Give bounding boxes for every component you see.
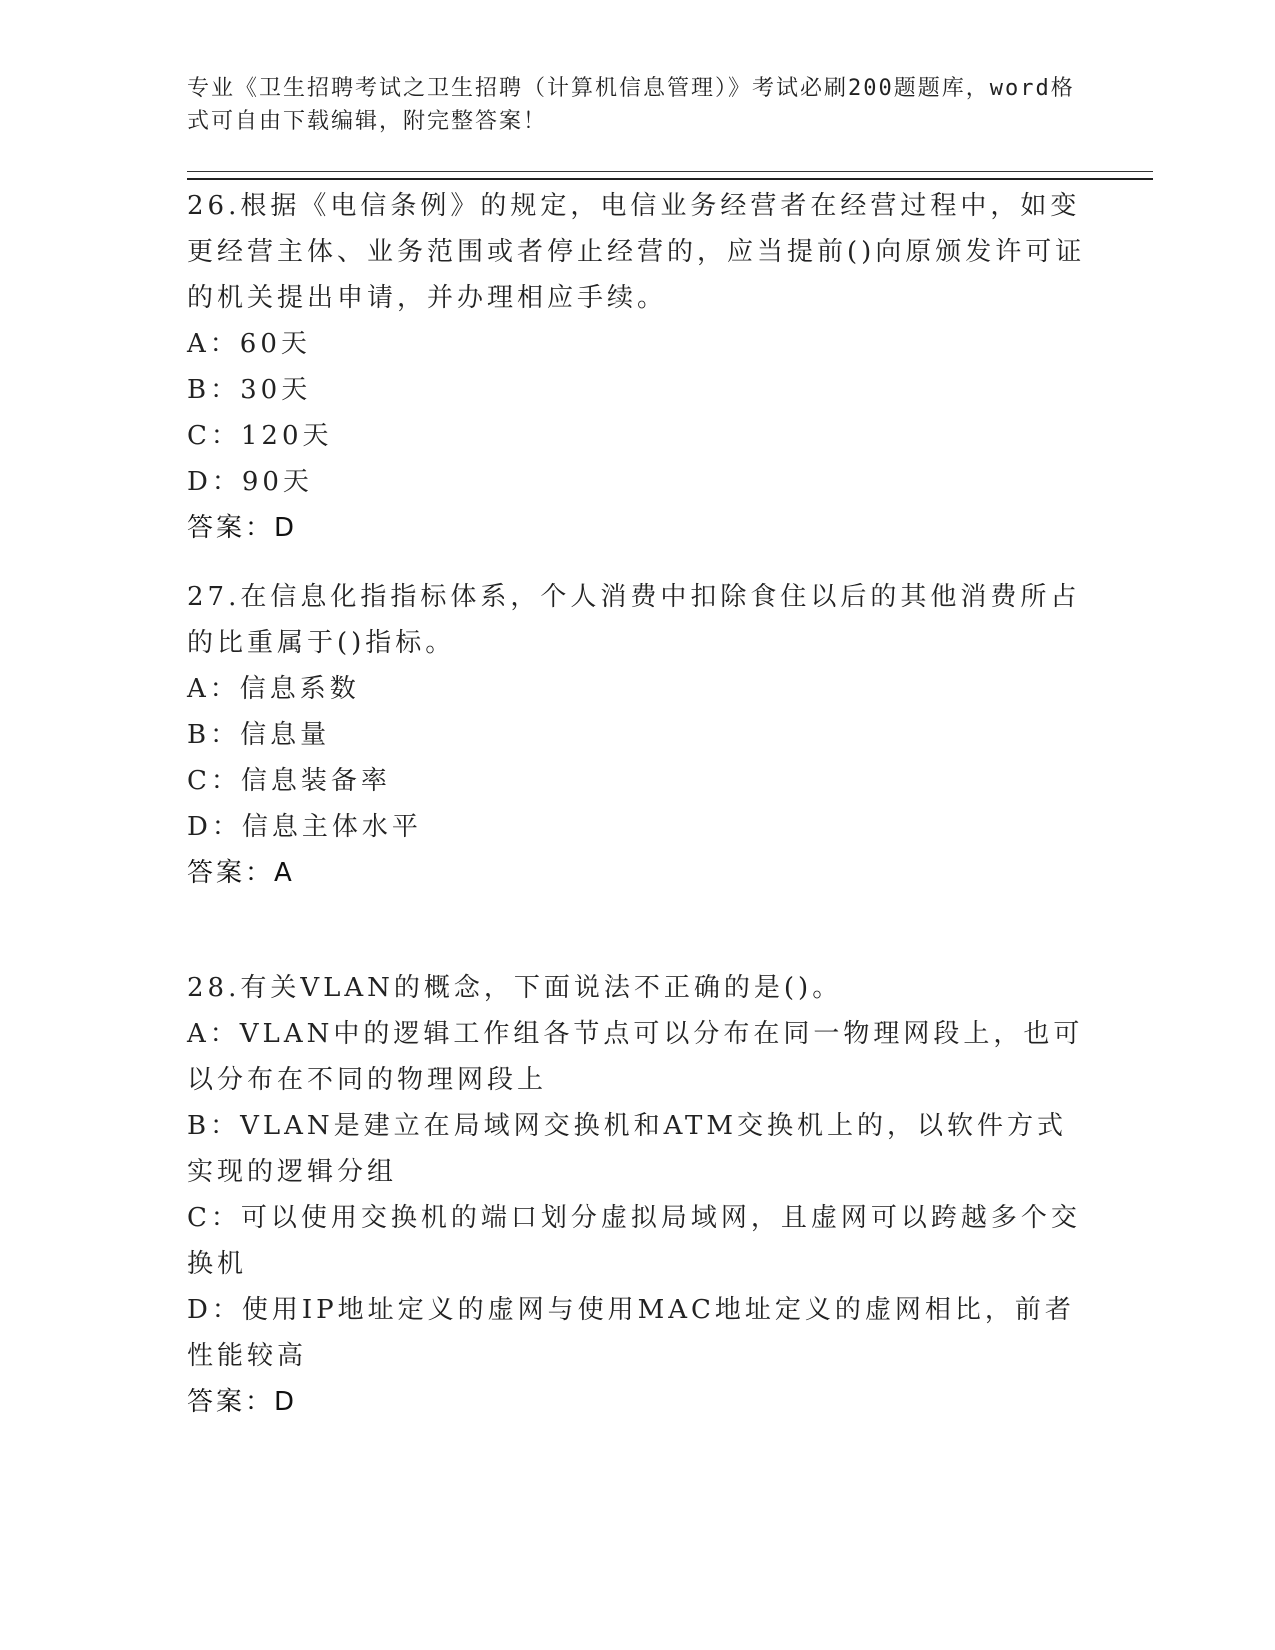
option-b: B：信息量 <box>187 720 331 750</box>
question-stem: 26.根据《电信条例》的规定，电信业务经营者在经营过程中，如变更经营主体、业务范围或者停止经营的，应当提前()向原颁发许可证的机关提出申请，并办理相应手续。 <box>187 191 1086 313</box>
option-a: A：VLAN中的逻辑工作组各节点可以分布在同一物理网段上，也可以分布在不同的物理网段上 <box>187 1019 1084 1095</box>
question-stem: 27.在信息化指指标体系，个人消费中扣除食住以后的其他消费所占的比重属于()指标。 <box>187 582 1081 658</box>
answer-label: 答案：A <box>187 858 295 888</box>
option-b: B：30天 <box>187 375 312 405</box>
question-28 <box>187 965 1087 1425</box>
option-d: D：信息主体水平 <box>187 812 422 842</box>
option-a: A：信息系数 <box>187 674 360 704</box>
header-divider-thin <box>187 171 1153 172</box>
option-a: A：60天 <box>187 329 311 359</box>
question-26 <box>187 183 1087 551</box>
header-divider-thick <box>187 178 1153 180</box>
answer-label: 答案：D <box>187 1387 298 1417</box>
option-b: B：VLAN是建立在局域网交换机和ATM交换机上的，以软件方式实现的逻辑分组 <box>187 1111 1067 1187</box>
document-header: 专业《卫生招聘考试之卫生招聘（计算机信息管理）》考试必刷200题题库，word格式可自由下载编辑，附完整答案！ <box>187 76 1075 134</box>
option-d: D：90天 <box>187 467 313 497</box>
question-27 <box>187 574 1087 896</box>
option-c: C：120天 <box>187 421 333 451</box>
answer-label: 答案：D <box>187 513 298 543</box>
question-stem: 28.有关VLAN的概念，下面说法不正确的是()。 <box>187 973 843 1003</box>
option-d: D：使用IP地址定义的虚网与使用MAC地址定义的虚网相比，前者性能较高 <box>187 1295 1075 1371</box>
option-c: C：可以使用交换机的端口划分虚拟局域网，且虚网可以跨越多个交换机 <box>187 1203 1081 1279</box>
option-c: C：信息装备率 <box>187 766 391 796</box>
